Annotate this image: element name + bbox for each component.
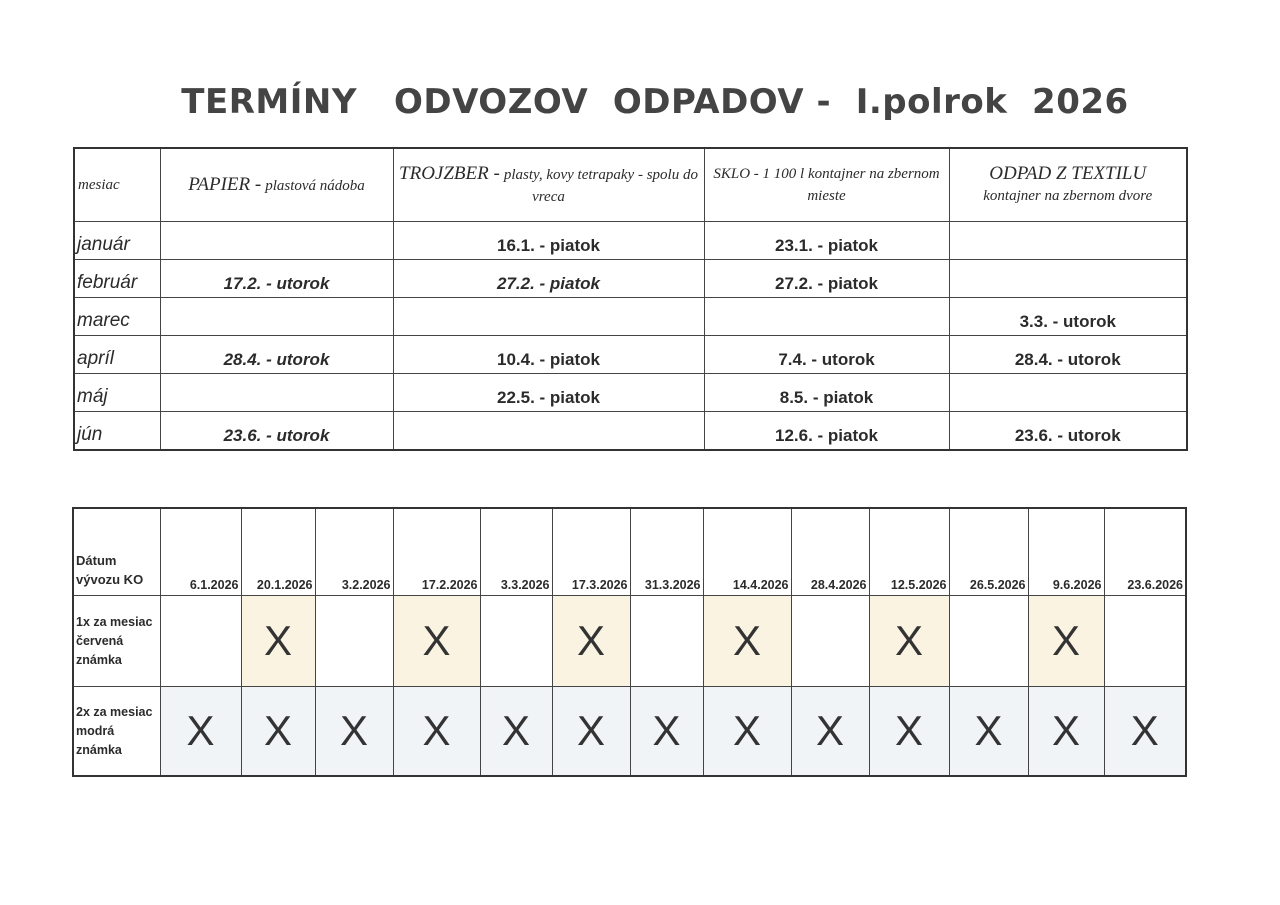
sorting-cell: 16.1. - piatok [393, 222, 704, 260]
textile-cell [949, 374, 1187, 412]
sorting-cell [393, 298, 704, 336]
collection-mark: X [501, 707, 530, 754]
collection-mark: X [1130, 707, 1159, 754]
month-cell: január [74, 222, 160, 260]
collection-mark: X [576, 617, 605, 664]
glass-cell [704, 298, 949, 336]
collection-mark: X [894, 617, 923, 664]
collection-date-cell: 3.2.2026 [315, 508, 393, 596]
collection-mark-cell [630, 596, 703, 687]
collection-mark: X [974, 707, 1003, 754]
collection-mark: X [339, 707, 368, 754]
collection-date-cell: 31.3.2026 [630, 508, 703, 596]
month-cell: máj [74, 374, 160, 412]
collection-mark-cell [1104, 596, 1186, 687]
schedule-row-may [74, 374, 1187, 412]
waste-schedule-table [73, 147, 1188, 451]
schedule-row-february [74, 260, 1187, 298]
header-textile-subtitle: kontajner na zbernom dvore [983, 188, 1153, 204]
textile-cell: 23.6. - utorok [949, 412, 1187, 451]
paper-cell: 28.4. - utorok [160, 336, 393, 374]
schedule-row-april [74, 336, 1187, 374]
collection-mark-cell [949, 687, 1028, 777]
month-cell: február [74, 260, 160, 298]
glass-cell: 27.2. - piatok [704, 260, 949, 298]
collection-mark-cell [791, 596, 869, 687]
collection-mark: X [422, 707, 451, 754]
collection-date-cell: 3.3.2026 [480, 508, 552, 596]
collection-mark-cell [160, 687, 241, 777]
collection-date-cell: 17.2.2026 [393, 508, 480, 596]
sorting-cell: 27.2. - piatok [393, 260, 704, 298]
schedule-row-june [74, 412, 1187, 451]
paper-cell [160, 374, 393, 412]
collection-date-cell: 26.5.2026 [949, 508, 1028, 596]
header-glass-title: SKLO - 1 100 l kontajner na zbernom mieste [713, 166, 940, 204]
glass-cell: 12.6. - piatok [704, 412, 949, 451]
collection-mark-cell [552, 687, 630, 777]
collection-date-cell: 14.4.2026 [703, 508, 791, 596]
collection-mark: X [815, 707, 844, 754]
collection-mark: X [186, 707, 215, 754]
collection-date-cell: 9.6.2026 [1028, 508, 1104, 596]
ko-collection-table [72, 507, 1187, 777]
collection-mark-cell [315, 687, 393, 777]
header-textile-title: ODPAD Z TEXTILU [989, 163, 1147, 184]
collection-date-cell: 6.1.2026 [160, 508, 241, 596]
month-cell: apríl [74, 336, 160, 374]
paper-cell: 17.2. - utorok [160, 260, 393, 298]
collection-mark: X [576, 707, 605, 754]
collection-mark-cell [393, 687, 480, 777]
textile-cell [949, 260, 1187, 298]
collection-mark: X [732, 707, 761, 754]
collection-mark: X [1051, 707, 1080, 754]
collection-mark-cell [552, 596, 630, 687]
header-glass [704, 148, 949, 222]
collection-mark-cell [1028, 687, 1104, 777]
header-month: mesiac [74, 148, 160, 222]
paper-cell: 23.6. - utorok [160, 412, 393, 451]
paper-cell [160, 222, 393, 260]
collection-mark-cell [630, 687, 703, 777]
collection-mark-cell [703, 687, 791, 777]
header-paper [160, 148, 393, 222]
collection-row-label: 1x za mesiac červená známka [73, 596, 160, 687]
header-paper-title: PAPIER - [188, 173, 262, 195]
glass-cell: 7.4. - utorok [704, 336, 949, 374]
month-cell: jún [74, 412, 160, 451]
collection-mark-cell [393, 596, 480, 687]
schedule-row-march [74, 298, 1187, 336]
collection-date-cell: 20.1.2026 [241, 508, 315, 596]
collection-mark-cell [1028, 596, 1104, 687]
schedule-header-row [74, 148, 1187, 222]
page-title: TERMÍNY ODVOZOV ODPADOV - I.polrok 2026 [181, 82, 1129, 122]
header-sorting-title: TROJZBER - [399, 162, 500, 184]
collection-date-cell: 17.3.2026 [552, 508, 630, 596]
collection-mark-cell [791, 687, 869, 777]
collection-mark-cell [1104, 687, 1186, 777]
collection-mark: X [263, 617, 292, 664]
month-cell: marec [74, 298, 160, 336]
sorting-cell [393, 412, 704, 451]
schedule-row-january [74, 222, 1187, 260]
collection-header-row [73, 508, 1186, 596]
header-sorting [393, 148, 704, 222]
collection-row-red-sticker [73, 596, 1186, 687]
glass-cell: 8.5. - piatok [704, 374, 949, 412]
collection-mark-cell [869, 687, 949, 777]
collection-mark: X [1051, 617, 1080, 664]
collection-mark-cell [315, 596, 393, 687]
collection-date-cell: 28.4.2026 [791, 508, 869, 596]
collection-mark-cell [480, 687, 552, 777]
collection-mark-cell [241, 596, 315, 687]
collection-date-cell: 23.6.2026 [1104, 508, 1186, 596]
header-paper-subtitle: plastová nádoba [265, 177, 365, 194]
collection-mark: X [732, 617, 761, 664]
collection-row-label: 2x za mesiac modrá známka [73, 687, 160, 777]
collection-mark: X [652, 707, 681, 754]
collection-mark-cell [160, 596, 241, 687]
collection-mark: X [894, 707, 923, 754]
paper-cell [160, 298, 393, 336]
collection-row-blue-sticker [73, 687, 1186, 777]
collection-mark-cell [480, 596, 552, 687]
collection-mark: X [263, 707, 292, 754]
collection-mark-cell [869, 596, 949, 687]
glass-cell: 23.1. - piatok [704, 222, 949, 260]
header-sorting-subtitle: plasty, kovy tetrapaky - spolu do vreca [503, 166, 698, 205]
collection-date-label: Dátum vývozu KO [73, 508, 160, 596]
collection-mark: X [422, 617, 451, 664]
sorting-cell: 10.4. - piatok [393, 336, 704, 374]
collection-mark-cell [949, 596, 1028, 687]
textile-cell: 3.3. - utorok [949, 298, 1187, 336]
textile-cell [949, 222, 1187, 260]
collection-date-cell: 12.5.2026 [869, 508, 949, 596]
collection-mark-cell [241, 687, 315, 777]
collection-mark-cell [703, 596, 791, 687]
sorting-cell: 22.5. - piatok [393, 374, 704, 412]
textile-cell: 28.4. - utorok [949, 336, 1187, 374]
header-textile [949, 148, 1187, 222]
